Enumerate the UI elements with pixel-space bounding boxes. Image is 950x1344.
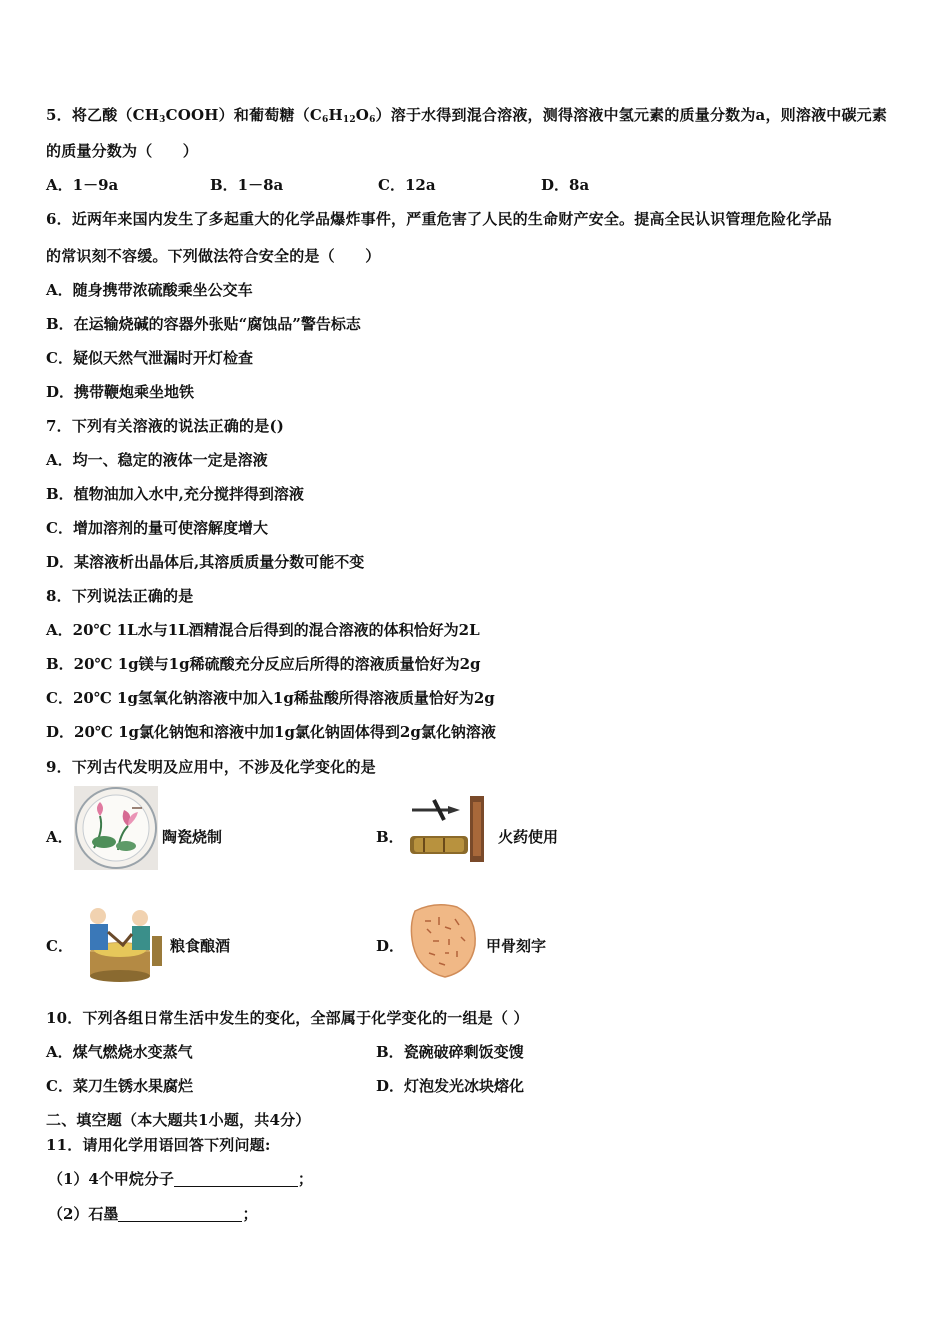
q5-option-a: A．1－9a: [46, 176, 119, 194]
q6-line1: 6．近两年来国内发生了多起重大的化学品爆炸事件，严重危害了人民的生命财产安全。提高全民认识管理危险化学品: [46, 210, 832, 228]
q11-item-1-end: ；: [297, 1170, 313, 1188]
q6-option-d: D．携带鞭炮乘坐地铁: [46, 383, 195, 401]
q7-option-c: C．增加溶剂的量可使溶解度增大: [46, 519, 268, 537]
q5-sub4: 6: [369, 115, 376, 125]
q9-label-d: 甲骨刻字: [486, 937, 547, 955]
q6-line2: 的常识刻不容缓。下列做法符合安全的是（ ）: [46, 247, 381, 265]
q6-option-c: C．疑似天然气泄漏时开灯检查: [46, 349, 253, 367]
q5-sub1: 3: [159, 115, 166, 125]
q7-option-b: B．植物油加入水中,充分搅拌得到溶液: [46, 485, 304, 503]
gunpowder-weapon-image: [404, 792, 494, 864]
q7-option-a: A．均一、稳定的液体一定是溶液: [46, 451, 268, 469]
q10-option-b: B．瓷碗破碎剩饭变馊: [376, 1043, 524, 1061]
q8-option-d: D．20℃ 1g氯化钠饱和溶液中加1g氯化钠固体得到2g氯化钠溶液: [46, 723, 496, 741]
q9-label-c: 粮食酿酒: [170, 937, 231, 955]
q8-option-b: B．20℃ 1g镁与1g稀硫酸充分反应后所得的溶液质量恰好为2g: [46, 655, 481, 673]
q11-answer-blank-2[interactable]: [118, 1207, 242, 1222]
q6-option-a: A．随身携带浓硫酸乘坐公交车: [46, 281, 253, 299]
q5-sub2: 6: [322, 115, 329, 125]
q9-letter-a: A．: [46, 828, 73, 846]
q5-text-b: COOH）和葡萄糖（C: [165, 106, 323, 124]
q9-line1: 9．下列古代发明及应用中，不涉及化学变化的是: [46, 758, 376, 776]
q10-option-c: C．菜刀生锈水果腐烂: [46, 1077, 193, 1095]
q5-text-a: 5．将乙酸（CH: [46, 106, 160, 124]
q11-item-1-label: （1）4个甲烷分子: [48, 1170, 174, 1188]
q6-option-b: B．在运输烧碱的容器外张贴“腐蚀品”警告标志: [46, 315, 361, 333]
q7-option-d: D．某溶液析出晶体后,其溶质质量分数可能不变: [46, 553, 365, 571]
q7-line1: 7．下列有关溶液的说法正确的是(): [46, 417, 285, 435]
q11-line1: 11．请用化学用语回答下列问题:: [46, 1136, 271, 1154]
q5-option-d: D．8a: [541, 176, 590, 194]
q5-sub3: 12: [342, 115, 356, 125]
q11-item-2: [48, 1203, 257, 1224]
section-heading: 二、填空题（本大题共1小题，共4分）: [46, 1111, 311, 1129]
q5-text-d: O: [355, 106, 370, 124]
q9-letter-b: B．: [376, 828, 404, 846]
q9-letter-d: D．: [376, 937, 405, 955]
oracle-bone-image: [405, 899, 483, 981]
porcelain-plate-image: [74, 786, 158, 870]
q5-line1: [46, 104, 887, 125]
q9-label-a: 陶瓷烧制: [162, 828, 223, 846]
wine-brewing-image: [74, 896, 166, 982]
q5-option-b: B．1－8a: [210, 176, 284, 194]
q11-item-2-label: （2）石墨: [48, 1205, 119, 1223]
q5-option-c: C．12a: [378, 176, 436, 194]
q5-text-c: H: [328, 106, 343, 124]
q10-option-a: A．煤气燃烧水变蒸气: [46, 1043, 193, 1061]
q8-option-a: A．20℃ 1L水与1L酒精混合后得到的混合溶液的体积恰好为2L: [46, 621, 480, 639]
q10-line1: 10．下列各组日常生活中发生的变化，全部属于化学变化的一组是（ ）: [46, 1009, 529, 1027]
q5-line2: 的质量分数为（ ）: [46, 142, 199, 160]
q11-item-2-end: ；: [242, 1205, 258, 1223]
q9-label-b: 火药使用: [498, 828, 559, 846]
q8-option-c: C．20℃ 1g氢氧化钠溶液中加入1g稀盐酸所得溶液质量恰好为2g: [46, 689, 495, 707]
q10-option-d: D．灯泡发光冰块熔化: [376, 1077, 525, 1095]
q5-text-e: ）溶于水得到混合溶液，测得溶液中氢元素的质量分数为a，则溶液中碳元素: [375, 106, 888, 124]
q9-letter-c: C．: [46, 937, 73, 955]
q8-line1: 8．下列说法正确的是: [46, 587, 194, 605]
q11-item-1: [48, 1168, 313, 1189]
q11-answer-blank-1[interactable]: [174, 1172, 298, 1187]
